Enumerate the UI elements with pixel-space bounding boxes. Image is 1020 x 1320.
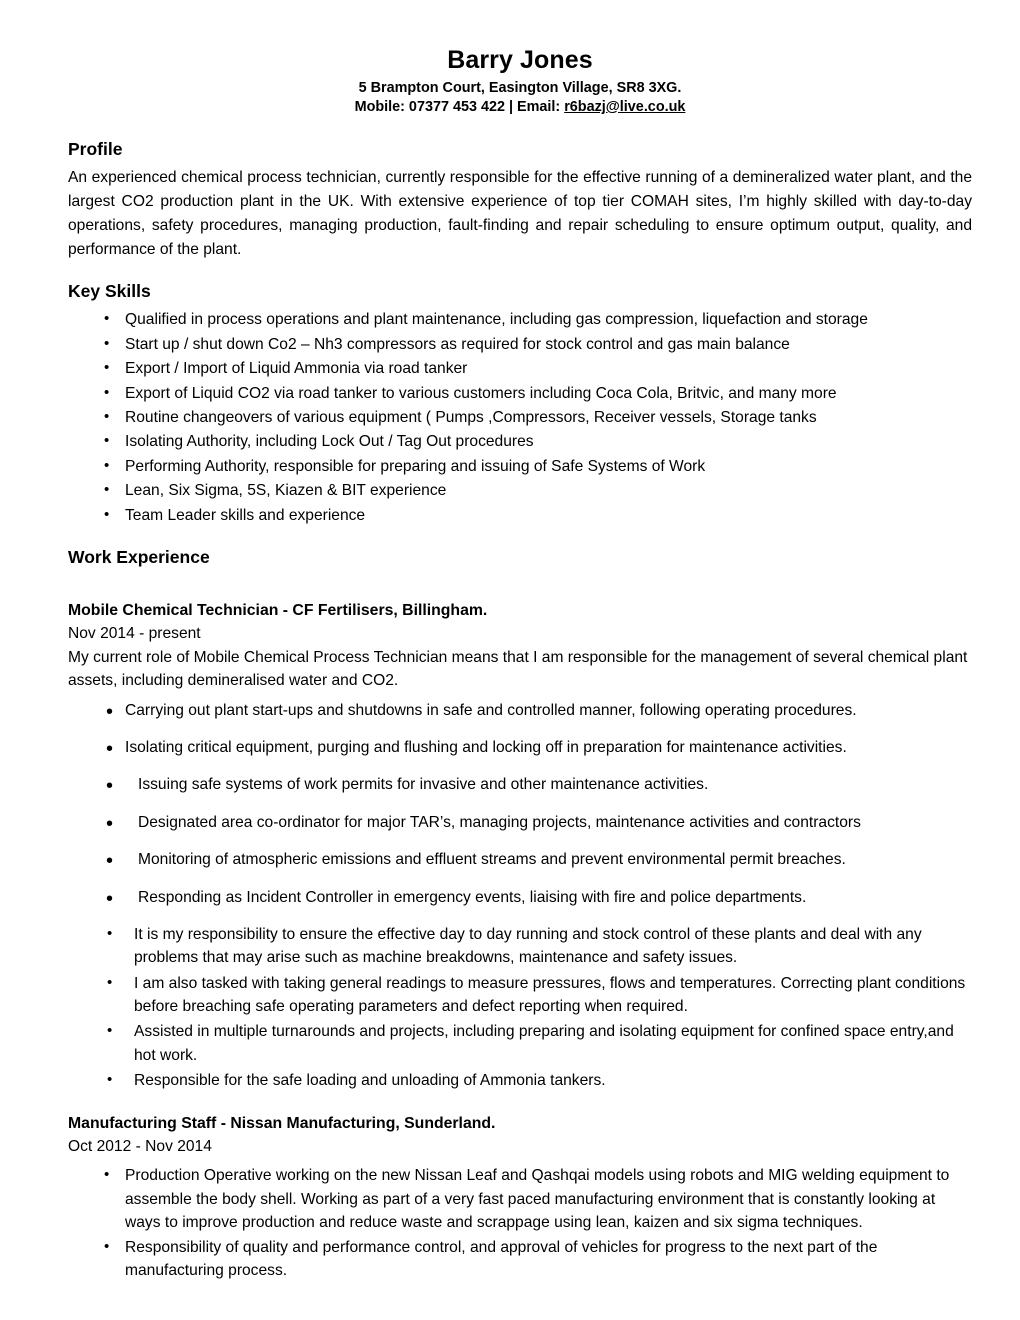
job-dates: Oct 2012 - Nov 2014	[68, 1138, 212, 1156]
job-title: Manufacturing Staff - Nissan Manufacturing, Sunderland.	[68, 1114, 496, 1132]
list-item: • Routine changeovers of various equipment ( Pumps ,Compressors, Receiver vessels, Storage tanks	[68, 406, 972, 429]
job-intro: My current role of Mobile Chemical Process Technician means that I am responsible for the management of several chemical plant assets, including demineralised water and CO2.	[68, 648, 968, 690]
work-experience-heading: Work Experience	[68, 546, 210, 567]
spacer	[68, 1095, 972, 1113]
job-bullets-secondary	[68, 923, 972, 1093]
job-title: Mobile Chemical Technician - CF Fertilisers, Billingham.	[68, 601, 488, 619]
list-item: • It is my responsibility to ensure the effective day to day running and stock control of these plants and deal with any problems that may arise such as machine breakdowns, maintenance and safety issues.	[68, 923, 972, 970]
list-item: • Start up / shut down Co2 – Nh3 compressors as required for stock control and gas main balance	[68, 333, 972, 356]
list-item: • Lean, Six Sigma, 5S, Kiazen & BIT experience	[68, 479, 972, 502]
job-entry-nissan	[68, 1113, 972, 1159]
email-link[interactable]: r6bazj@live.co.uk	[564, 98, 686, 115]
candidate-name: Barry Jones	[447, 46, 593, 74]
list-item: • Isolating critical equipment, purging and flushing and locking off in preparation for maintenance activities.	[68, 736, 972, 759]
contact-prefix: Mobile: 07377 453 422 | Email:	[354, 98, 565, 115]
list-item: • Isolating Authority, including Lock Out / Tag Out procedures	[68, 430, 972, 453]
candidate-contact	[68, 98, 972, 117]
list-item: • Carrying out plant start-ups and shutdowns in safe and controlled manner, following operating procedures.	[68, 699, 972, 722]
list-item: • Assisted in multiple turnarounds and projects, including preparing and isolating equipment for confined space entry,and hot work.	[68, 1020, 972, 1067]
work-experience-section	[68, 547, 972, 1282]
list-item: • Responsibility of quality and performance control, and approval of vehicles for progress to the next part of the manufacturing process.	[68, 1236, 972, 1283]
job-bullets-nissan	[68, 1164, 972, 1282]
list-item: • Responding as Incident Controller in emergency events, liaising with fire and police departments.	[68, 886, 972, 909]
list-item: • Export of Liquid CO2 via road tanker to various customers including Coca Cola, Britvic, and many more	[68, 382, 972, 405]
list-item: • Team Leader skills and experience	[68, 504, 972, 527]
profile-text: An experienced chemical process technician, currently responsible for the effective running of a demineralized water plant, and the largest CO2 production plant in the UK. With extensive experience of top tier COMAH sites, I’m highly skilled with day-to-day operations, safety procedures, managing production, fault-finding and repair scheduling to ensure optimum output, quality, and performance of the plant.	[68, 169, 972, 258]
list-item: • Issuing safe systems of work permits for invasive and other maintenance activities.	[68, 773, 972, 796]
list-item: • Export / Import of Liquid Ammonia via road tanker	[68, 357, 972, 380]
list-item: • I am also tasked with taking general readings to measure pressures, flows and temperatures. Correcting plant conditions before breaching safe operating parameters and defect reporting when required.	[68, 972, 972, 1019]
job-bullets-primary	[68, 699, 972, 909]
list-item: • Qualified in process operations and plant maintenance, including gas compression, liquefaction and storage	[68, 308, 972, 331]
key-skills-section	[68, 281, 972, 527]
list-item: • Monitoring of atmospheric emissions and effluent streams and prevent environmental permit breaches.	[68, 848, 972, 871]
resume-header	[68, 46, 972, 117]
key-skills-list	[68, 308, 972, 527]
candidate-address: 5 Brampton Court, Easington Village, SR8 3XG.	[358, 79, 682, 96]
list-item: • Production Operative working on the new Nissan Leaf and Qashqai models using robots and MIG welding equipment to assemble the body shell. Working as part of a very fast paced manufacturing environment that is constantly looking at ways to improve production and reduce waste and scrappage using lean, kaizen and six sigma techniques.	[68, 1164, 972, 1234]
key-skills-heading: Key Skills	[68, 281, 151, 302]
job-entry-cf-fertilisers	[68, 600, 972, 693]
list-item: • Designated area co-ordinator for major TAR’s, managing projects, maintenance activities and contractors	[68, 811, 972, 834]
profile-heading: Profile	[68, 139, 123, 160]
job-dates: Nov 2014 - present	[68, 625, 201, 643]
list-item: • Performing Authority, responsible for preparing and issuing of Safe Systems of Work	[68, 455, 972, 478]
list-item: • Responsible for the safe loading and unloading of Ammonia tankers.	[68, 1069, 972, 1092]
profile-section	[68, 139, 972, 261]
spacer	[68, 574, 972, 600]
